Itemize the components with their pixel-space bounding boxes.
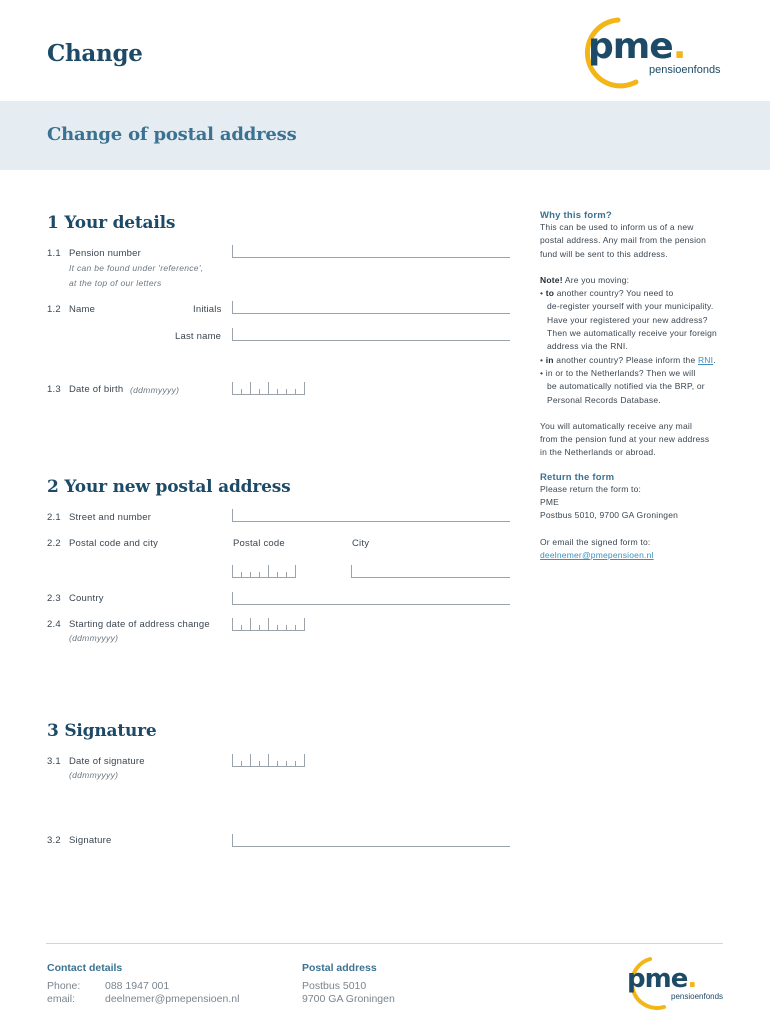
section-1-title: 1 Your details	[47, 213, 176, 233]
why-line-1: This can be used to inform us of a new	[540, 222, 694, 232]
field-1-3-label: Date of birth	[69, 384, 124, 395]
field-1-2-number: 1.2	[47, 304, 61, 315]
field-2-2-label: Postal code and city	[69, 538, 159, 549]
field-3-1-hint: (ddmmyyyy)	[69, 770, 119, 780]
auto-line-3: in the Netherlands or abroad.	[540, 447, 656, 458]
field-1-3-number: 1.3	[47, 384, 61, 395]
lastname-input[interactable]	[232, 328, 510, 341]
return-line-1: Please return the form to:	[540, 483, 642, 494]
contact-heading: Contact details	[47, 962, 123, 974]
postal-line-2: 9700 GA Groningen	[302, 993, 395, 1005]
auto-line-1: You will automatically receive any mail	[540, 420, 693, 431]
field-3-1-label: Date of signature	[69, 756, 145, 767]
country-input[interactable]	[232, 592, 510, 605]
field-2-1-number: 2.1	[47, 512, 61, 523]
auto-line-2: from the pension fund at your new address	[540, 434, 710, 445]
footer-email[interactable]: deelnemer@pmepensioen.nl	[105, 993, 240, 1005]
bullet-1-line-4: Then we automatically receive your foreign	[547, 328, 717, 339]
street-input[interactable]	[232, 509, 510, 522]
initials-label: Initials	[193, 304, 222, 315]
field-1-3-hint: (ddmmyyyy)	[130, 385, 180, 395]
field-2-4-number: 2.4	[47, 619, 61, 630]
section-3-title: 3 Signature	[47, 721, 157, 741]
bullet-1-line-2: de-register yourself with your municipality.	[547, 301, 714, 312]
postal-heading: Postal address	[302, 962, 377, 974]
pme-logo-footer	[612, 955, 732, 1013]
bullet-3-line-3: Personal Records Database.	[547, 394, 661, 405]
phone-number: 088 1947 001	[105, 980, 170, 992]
field-1-1-number: 1.1	[47, 248, 61, 259]
field-2-1-label: Street and number	[69, 512, 152, 523]
postal-line-1: Postbus 5010	[302, 980, 367, 992]
logo-text: pme	[588, 26, 673, 67]
logo-dot: .	[672, 26, 686, 67]
bullet-3-line-2: be automatically notified via the BRP, or	[547, 381, 705, 392]
return-line-3: Postbus 5010, 9700 GA Groningen	[540, 510, 679, 521]
rni-link[interactable]: RNI	[697, 354, 714, 365]
initials-input[interactable]	[232, 301, 510, 314]
signature-input[interactable]	[232, 834, 510, 847]
field-2-3-label: Country	[69, 593, 104, 604]
email-label: email:	[47, 993, 76, 1005]
note-line: Note! Are you moving:	[540, 274, 630, 285]
bullet-3: • in or to the Netherlands? Then we will	[540, 367, 696, 378]
why-line-3: fund will be sent to this address.	[540, 248, 668, 259]
form-subtitle: Change of postal address	[47, 124, 297, 145]
why-line-2: postal address. Any mail from the pension	[540, 235, 707, 246]
postal-code-input[interactable]	[232, 565, 296, 578]
bullet-2: • in another country? Please inform the RNI.	[540, 354, 716, 365]
postal-code-label: Postal code	[233, 538, 285, 549]
why-heading: Why this form?	[540, 210, 612, 221]
footer-logo-dot: .	[687, 964, 697, 994]
field-1-1-label: Pension number	[69, 248, 141, 259]
pension-number-input[interactable]	[232, 245, 510, 258]
field-3-2-number: 3.2	[47, 835, 61, 846]
section-2-title: 2 Your new postal address	[47, 477, 291, 497]
email-link[interactable]: deelnemer@pmepensioen.nl	[540, 549, 654, 560]
page-title: Change	[47, 40, 143, 67]
address-change-date-input[interactable]	[232, 618, 305, 631]
logo-subtext: pensioenfonds	[649, 64, 721, 76]
date-of-birth-input[interactable]	[232, 382, 305, 395]
footer-logo-subtext: pensioenfonds	[671, 992, 724, 1001]
field-1-1-hint-1: It can be found under 'reference',	[69, 263, 204, 273]
city-label: City	[352, 538, 370, 549]
field-2-2-number: 2.2	[47, 538, 61, 549]
footer-logo-text: pme	[627, 964, 688, 994]
bullet-1-line-5: address via the RNI.	[547, 341, 629, 352]
field-2-4-hint: (ddmmyyyy)	[69, 633, 119, 643]
field-2-4-label: Starting date of address change	[69, 619, 210, 630]
field-3-1-number: 3.1	[47, 756, 61, 767]
field-2-3-number: 2.3	[47, 593, 61, 604]
footer-divider	[46, 943, 723, 944]
signature-date-input[interactable]	[232, 754, 305, 767]
pme-logo	[566, 14, 726, 90]
return-heading: Return the form	[540, 471, 615, 483]
field-1-1-hint-2: at the top of our letters	[69, 278, 162, 288]
return-line-2: PME	[540, 497, 560, 508]
bullet-1: • to another country? You need to	[540, 288, 674, 299]
city-input[interactable]	[351, 565, 510, 578]
sidebar	[540, 210, 740, 562]
bullet-1-line-3: Have your registered your new address?	[547, 314, 708, 325]
field-1-2-label: Name	[69, 304, 96, 315]
phone-label: Phone:	[47, 980, 81, 992]
field-3-2-label: Signature	[69, 835, 112, 846]
email-line: Or email the signed form to:	[540, 536, 651, 547]
lastname-label: Last name	[175, 331, 222, 342]
